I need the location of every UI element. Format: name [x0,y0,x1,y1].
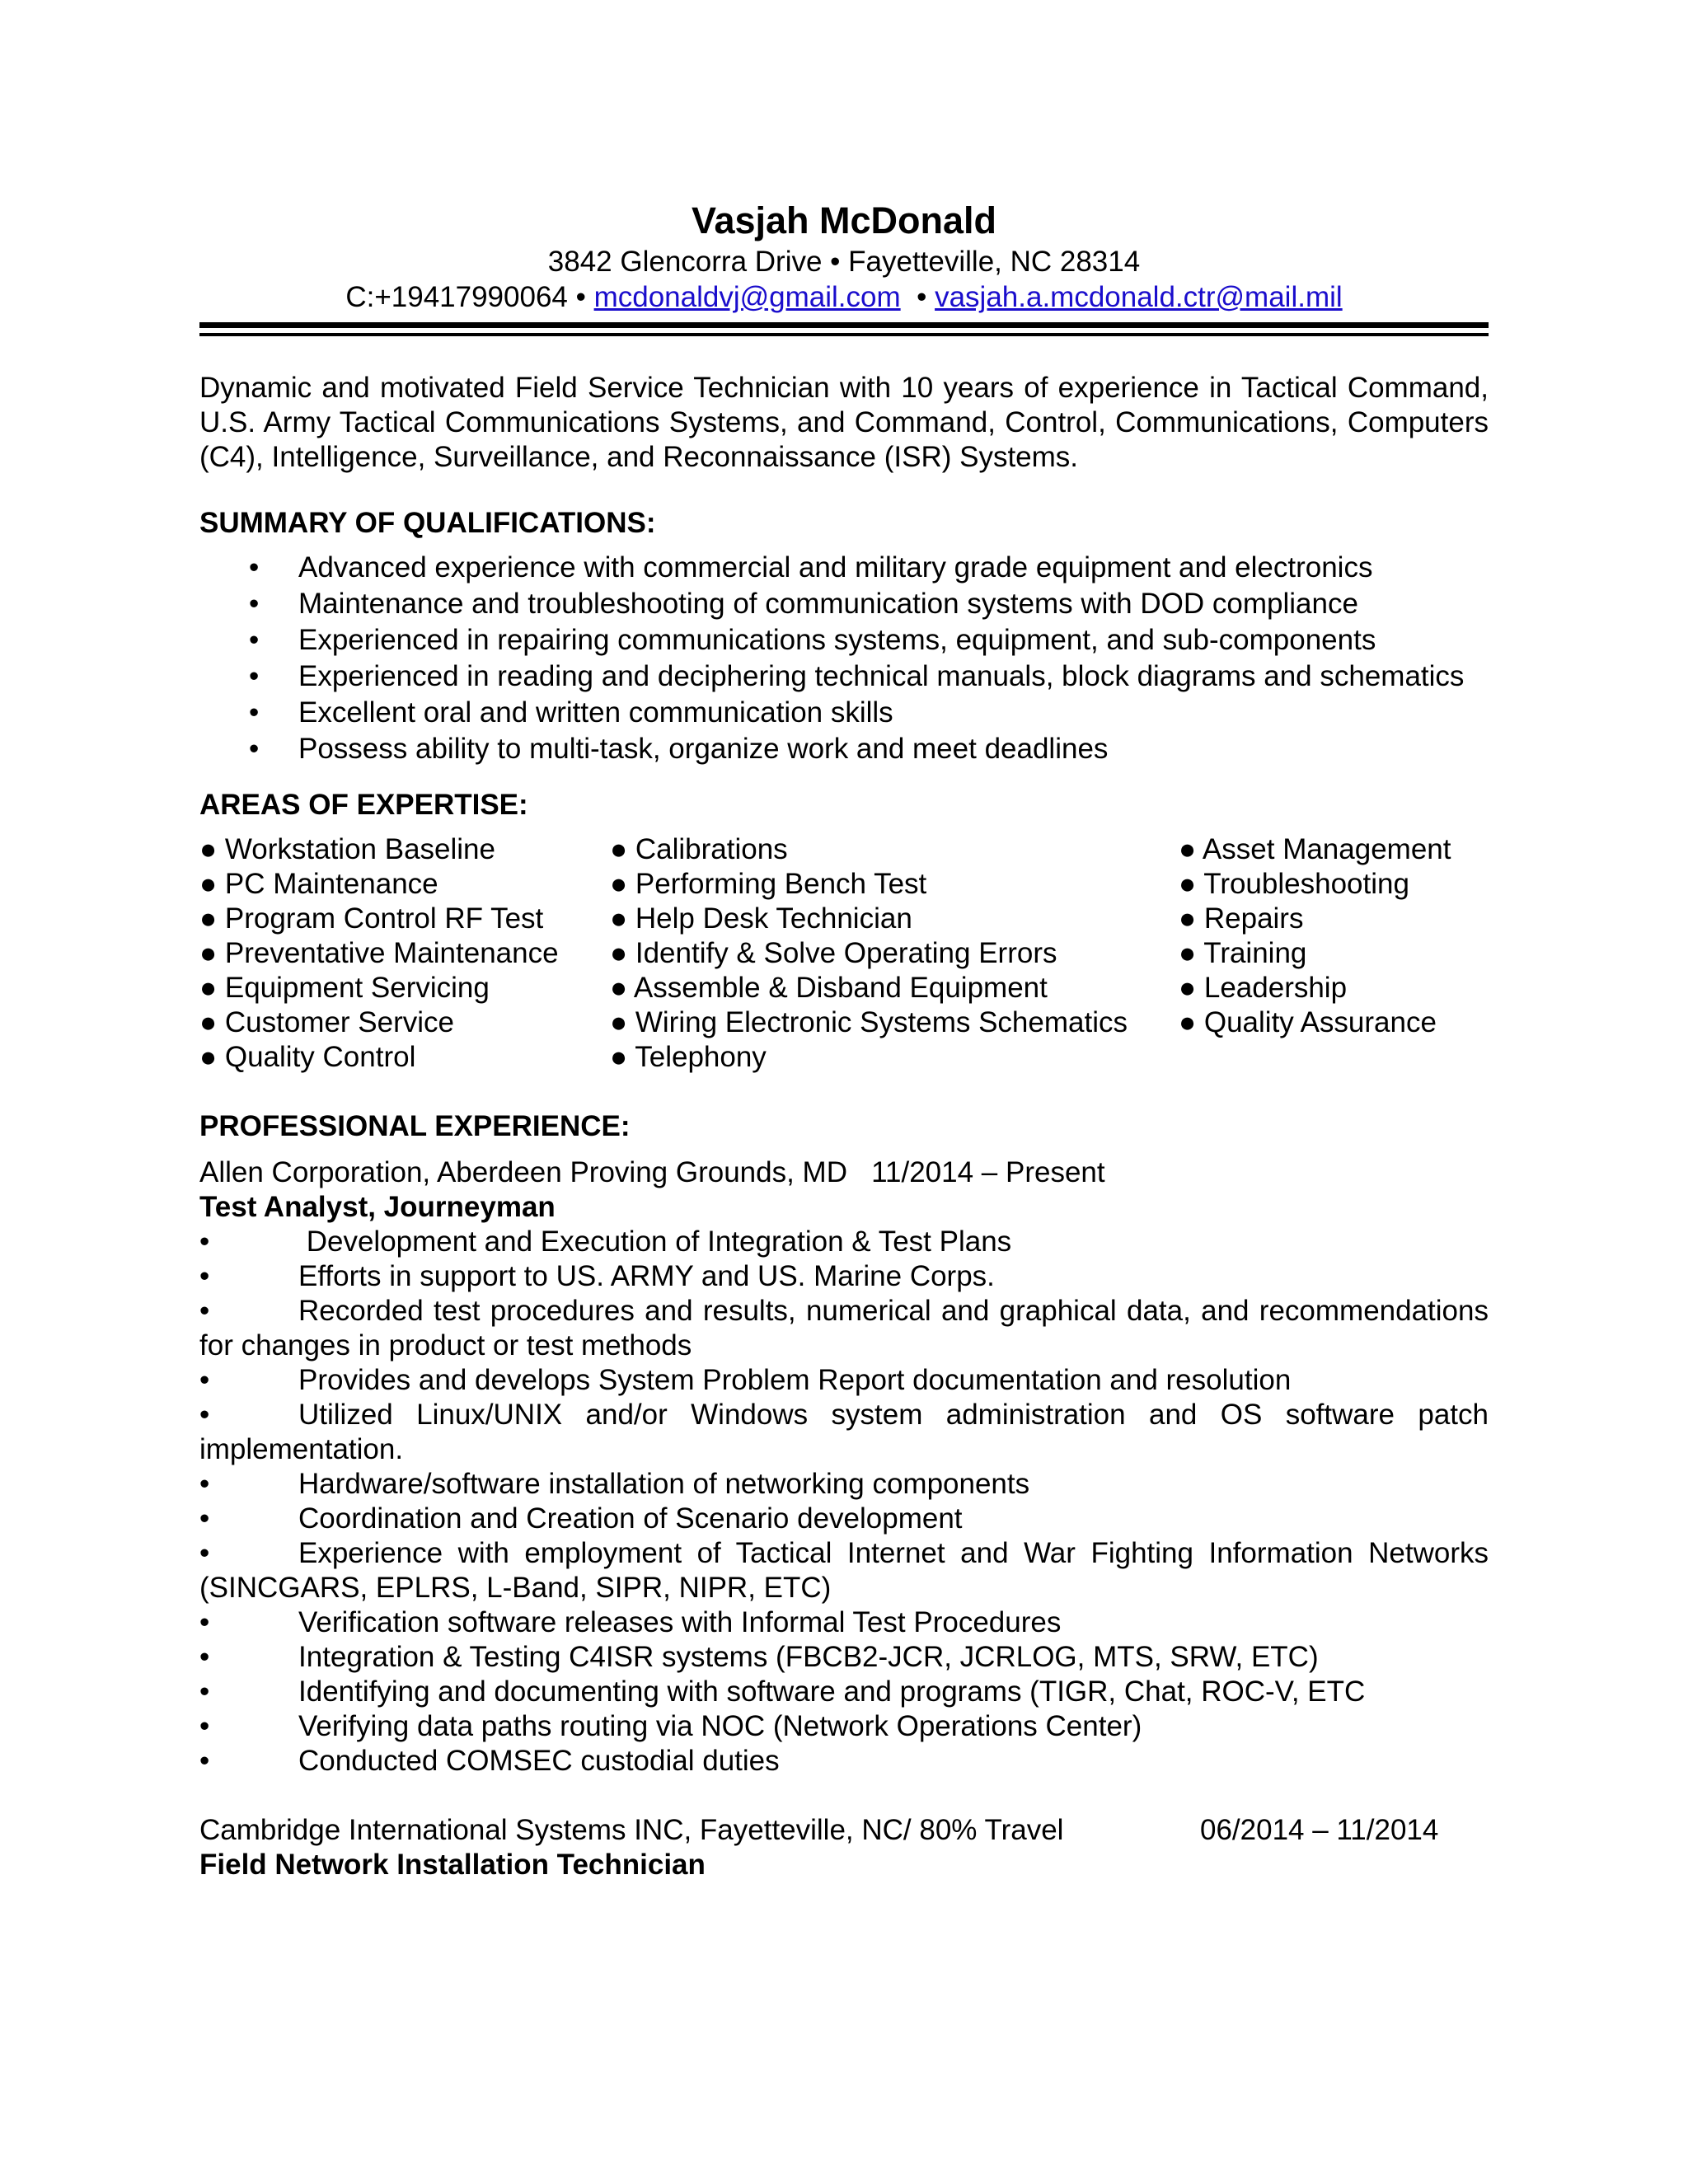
job2-company: Cambridge International Systems INC, Fayetteville, NC/ 80% Travel [199,1814,1064,1846]
profile-summary: Dynamic and motivated Field Service Technician with 10 years of experience in Tactical Command, U.S. Army Tactical Communications Systems, and Command, Control, Communications, Computers (C4), Intelligence, Surveillance, and Reconnaissance (ISR) Systems. [199,372,1489,473]
bullet-icon: • [199,1675,210,1708]
email-link-work[interactable]: vasjah.a.mcdonald.ctr@mail.mil [935,281,1343,313]
header-rule-thin [199,333,1489,336]
expertise-section [199,788,1489,1075]
bullet-icon: • [249,624,260,656]
list-item: ● Identify & Solve Operating Errors [610,937,1057,969]
list-item: • Excellent oral and written communication skills [249,696,893,729]
job1-duties [199,1225,1489,1779]
expertise-column-1 [199,832,610,1075]
list-item: • Verifying data paths routing via NOC (Network Operations Center) [199,1710,1142,1742]
bullet-icon: • [199,1502,210,1535]
expertise-title: AREAS OF EXPERTISE: [199,789,528,821]
bullet-icon: • [199,1260,210,1292]
list-item: ● Help Desk Technician [610,902,912,935]
bullet-icon: • [199,1364,210,1396]
list-item: ● Assemble & Disband Equipment [610,972,1048,1004]
list-item: • Hardware/software installation of networking components [199,1468,1030,1500]
bullet-icon: • [199,1537,210,1569]
contact-separator: • [900,281,935,313]
bullet-icon: • [199,1606,210,1638]
bullet-icon: • [199,1641,210,1673]
list-item: ● Telephony [610,1041,767,1073]
list-item: • Identifying and documenting with software and programs (TIGR, Chat, ROC-V, ETC [199,1675,1366,1708]
expertise-column-3 [1179,832,1489,1075]
expertise-columns [199,832,1489,1075]
address: 3842 Glencorra Drive • Fayetteville, NC 28314 [547,246,1141,278]
list-item: • Experienced in reading and deciphering technical manuals, block diagrams and schematics [249,660,1465,692]
qualifications-title: SUMMARY OF QUALIFICATIONS: [199,507,656,539]
list-item: ● Customer Service [199,1006,455,1038]
list-item: • Maintenance and troubleshooting of communication systems with DOD compliance [249,588,1358,620]
list-item: • Possess ability to multi-task, organize work and meet deadlines [249,733,1109,765]
bullet-icon: • [199,1399,210,1431]
job2-role: Field Network Installation Technician [199,1849,706,1881]
list-item: • Conducted COMSEC custodial duties [199,1745,780,1777]
bullet-icon: • [249,551,260,583]
experience-title: PROFESSIONAL EXPERIENCE: [199,1110,631,1142]
bullet-icon: • [199,1468,210,1500]
list-item: ● Workstation Baseline [199,833,495,865]
resume-page [199,198,1489,1882]
list-item: ● PC Maintenance [199,868,438,900]
expertise-column-2 [610,832,1179,1075]
job2-dates: 06/2014 – 11/2014 [1200,1814,1439,1846]
list-item: • Experience with employment of Tactical Internet and War Fighting Information Networks (SINCGARS, EPLRS, L-Band, SIPR, NIPR, ETC) [199,1537,1489,1604]
list-item: ● Performing Bench Test [610,868,927,900]
list-item: ● Quality Control [199,1041,416,1073]
list-item: ● Program Control RF Test [199,902,544,935]
list-item: ● Repairs [1179,902,1304,935]
list-item: ● Quality Assurance [1179,1006,1437,1038]
qualifications-section [199,506,1489,766]
bullet-icon: • [249,733,260,765]
candidate-name: Vasjah McDonald [691,199,997,241]
list-item: • Coordination and Creation of Scenario development [199,1502,963,1535]
bullet-icon: • [199,1295,210,1327]
bullet-icon: • [199,1710,210,1742]
bullet-icon: • [249,696,260,729]
bullet-icon: • [199,1745,210,1777]
list-item: ● Training [1179,937,1307,969]
resume-header [199,198,1489,315]
job2-company-line [199,1813,1489,1848]
list-item: • Utilized Linux/UNIX and/or Windows system administration and OS software patch implementation. [199,1399,1489,1465]
job1-role: Test Analyst, Journeyman [199,1191,556,1223]
email-link-personal[interactable]: mcdonaldvj@gmail.com [593,281,901,313]
list-item: ● Asset Management [1179,833,1451,865]
phone: C:+19417990064 • [345,281,594,313]
bullet-icon: • [199,1226,210,1258]
list-item: ● Calibrations [610,833,788,865]
list-item: ● Equipment Servicing [199,972,490,1004]
bullet-icon: • [249,588,260,620]
list-item: • Provides and develops System Problem Report documentation and resolution [199,1364,1292,1396]
list-item: ● Wiring Electronic Systems Schematics [610,1006,1128,1038]
qualifications-list [199,551,1489,766]
list-item: • Development and Execution of Integration & Test Plans [199,1226,1012,1258]
bullet-icon: • [249,660,260,692]
list-item: ● Preventative Maintenance [199,937,559,969]
contact-line [199,279,1489,315]
list-item: • Efforts in support to US. ARMY and US. Marine Corps. [199,1260,995,1292]
header-rule-thick [199,322,1489,328]
list-item: • Experienced in repairing communications systems, equipment, and sub-components [249,624,1376,656]
list-item: • Advanced experience with commercial and military grade equipment and electronics [249,551,1373,583]
job1-company: Allen Corporation, Aberdeen Proving Grounds, MD 11/2014 – Present [199,1156,1105,1188]
list-item: ● Leadership [1179,972,1348,1004]
list-item: • Verification software releases with Informal Test Procedures [199,1606,1062,1638]
job2-block [199,1813,1489,1882]
list-item: • Integration & Testing C4ISR systems (FBCB2-JCR, JCRLOG, MTS, SRW, ETC) [199,1641,1319,1673]
list-item: ● Troubleshooting [1179,868,1409,900]
list-item: • Recorded test procedures and results, numerical and graphical data, and recommendations for changes in product or test methods [199,1295,1489,1361]
experience-section [199,1109,1489,1882]
